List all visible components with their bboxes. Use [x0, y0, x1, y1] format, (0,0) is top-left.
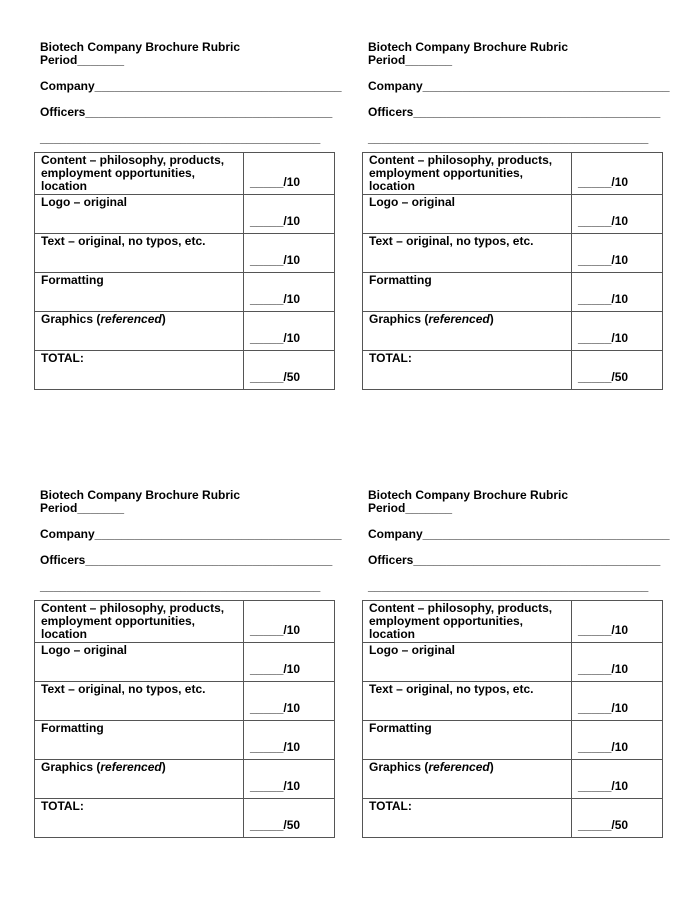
criterion-label: Text – original, no typos, etc. [35, 682, 244, 721]
criterion-label: Logo – original [35, 643, 244, 682]
rubric-title: Biotech Company Brochure Rubric [40, 40, 241, 54]
company-field: Company_____________________________________ [40, 79, 342, 93]
criterion-label: Formatting [35, 721, 244, 760]
rubric-card [34, 40, 342, 401]
score-blank: _____/10 [244, 234, 335, 273]
score-blank: _____/10 [244, 682, 335, 721]
rubric-title: Biotech Company Brochure Rubric [40, 488, 241, 502]
company-field: Company_____________________________________ [40, 527, 342, 541]
score-blank: _____/10 [572, 721, 663, 760]
table-row [363, 643, 663, 682]
table-row [363, 760, 663, 799]
score-blank: _____/10 [244, 721, 335, 760]
officers-field: Officers_____________________________________ [40, 105, 333, 119]
rubric-table [34, 152, 335, 390]
rubric-title: Biotech Company Brochure Rubric [368, 488, 569, 502]
table-row [35, 234, 335, 273]
score-blank: _____/10 [244, 312, 335, 351]
officers-field: Officers_____________________________________ [40, 553, 333, 567]
table-row [363, 799, 663, 838]
table-row [35, 682, 335, 721]
rubric-table [34, 600, 335, 838]
rubric-card [362, 40, 670, 401]
score-blank: _____/10 [244, 195, 335, 234]
criterion-label [35, 312, 244, 351]
table-row [363, 721, 663, 760]
blank-line: __________________________________________ [40, 579, 321, 593]
criterion-label-emphasis: referenced [100, 760, 162, 774]
criterion-label-emphasis: referenced [100, 312, 162, 326]
table-row [35, 312, 335, 351]
score-blank: _____/10 [572, 760, 663, 799]
score-blank: _____/10 [244, 273, 335, 312]
total-score-blank: _____/50 [244, 799, 335, 838]
table-row [363, 682, 663, 721]
officers-field: Officers_____________________________________ [368, 553, 661, 567]
criterion-label-post: ) [161, 312, 166, 326]
criterion-label: Text – original, no typos, etc. [363, 682, 572, 721]
criterion-label: Content – philosophy, products, employment opportunities, location [35, 153, 244, 195]
blank-line: __________________________________________ [368, 131, 649, 145]
criterion-label: Logo – original [363, 643, 572, 682]
rubric-card [34, 488, 342, 849]
criterion-label: Content – philosophy, products, employment opportunities, location [363, 601, 572, 643]
table-row [363, 312, 663, 351]
score-blank: _____/10 [244, 153, 335, 195]
table-row [35, 351, 335, 390]
table-row [35, 760, 335, 799]
period-field: Period_______ [40, 501, 125, 515]
criterion-label-post: ) [161, 760, 166, 774]
criterion-label: Formatting [363, 721, 572, 760]
total-label: TOTAL: [363, 351, 572, 390]
table-row [35, 601, 335, 643]
rubric-table [362, 152, 663, 390]
criterion-label: Formatting [35, 273, 244, 312]
criterion-label: Content – philosophy, products, employment opportunities, location [363, 153, 572, 195]
criterion-label: Formatting [363, 273, 572, 312]
score-blank: _____/10 [572, 153, 663, 195]
criterion-label: Text – original, no typos, etc. [363, 234, 572, 273]
score-blank: _____/10 [572, 682, 663, 721]
score-blank: _____/10 [572, 601, 663, 643]
table-row [35, 721, 335, 760]
criterion-label [35, 760, 244, 799]
criterion-label-emphasis: referenced [428, 312, 490, 326]
total-label: TOTAL: [363, 799, 572, 838]
criterion-label-emphasis: referenced [428, 760, 490, 774]
score-blank: _____/10 [572, 643, 663, 682]
total-score-blank: _____/50 [572, 351, 663, 390]
period-field: Period_______ [368, 53, 453, 67]
criterion-label-pre: Graphics ( [369, 312, 429, 326]
period-field: Period_______ [40, 53, 125, 67]
criterion-label [363, 760, 572, 799]
criterion-label: Content – philosophy, products, employment opportunities, location [35, 601, 244, 643]
criterion-label: Logo – original [363, 195, 572, 234]
table-row [363, 351, 663, 390]
table-row [363, 195, 663, 234]
table-row [363, 153, 663, 195]
total-score-blank: _____/50 [244, 351, 335, 390]
criterion-label-pre: Graphics ( [41, 312, 101, 326]
rubric-card [362, 488, 670, 849]
table-row [363, 273, 663, 312]
score-blank: _____/10 [244, 760, 335, 799]
table-row [35, 273, 335, 312]
company-field: Company_____________________________________ [368, 527, 670, 541]
table-row [363, 234, 663, 273]
criterion-label-post: ) [489, 312, 494, 326]
score-blank: _____/10 [572, 195, 663, 234]
total-label: TOTAL: [35, 799, 244, 838]
officers-field: Officers_____________________________________ [368, 105, 661, 119]
criterion-label [363, 312, 572, 351]
table-row [35, 195, 335, 234]
table-row [35, 153, 335, 195]
blank-line: __________________________________________ [40, 131, 321, 145]
rubric-title: Biotech Company Brochure Rubric [368, 40, 569, 54]
company-field: Company_____________________________________ [368, 79, 670, 93]
total-label: TOTAL: [35, 351, 244, 390]
period-field: Period_______ [368, 501, 453, 515]
total-score-blank: _____/50 [572, 799, 663, 838]
score-blank: _____/10 [244, 643, 335, 682]
criterion-label: Text – original, no typos, etc. [35, 234, 244, 273]
criterion-label-pre: Graphics ( [41, 760, 101, 774]
table-row [35, 643, 335, 682]
criterion-label-post: ) [489, 760, 494, 774]
rubric-table [362, 600, 663, 838]
score-blank: _____/10 [244, 601, 335, 643]
table-row [363, 601, 663, 643]
score-blank: _____/10 [572, 312, 663, 351]
score-blank: _____/10 [572, 273, 663, 312]
score-blank: _____/10 [572, 234, 663, 273]
blank-line: __________________________________________ [368, 579, 649, 593]
criterion-label-pre: Graphics ( [369, 760, 429, 774]
criterion-label: Logo – original [35, 195, 244, 234]
table-row [35, 799, 335, 838]
